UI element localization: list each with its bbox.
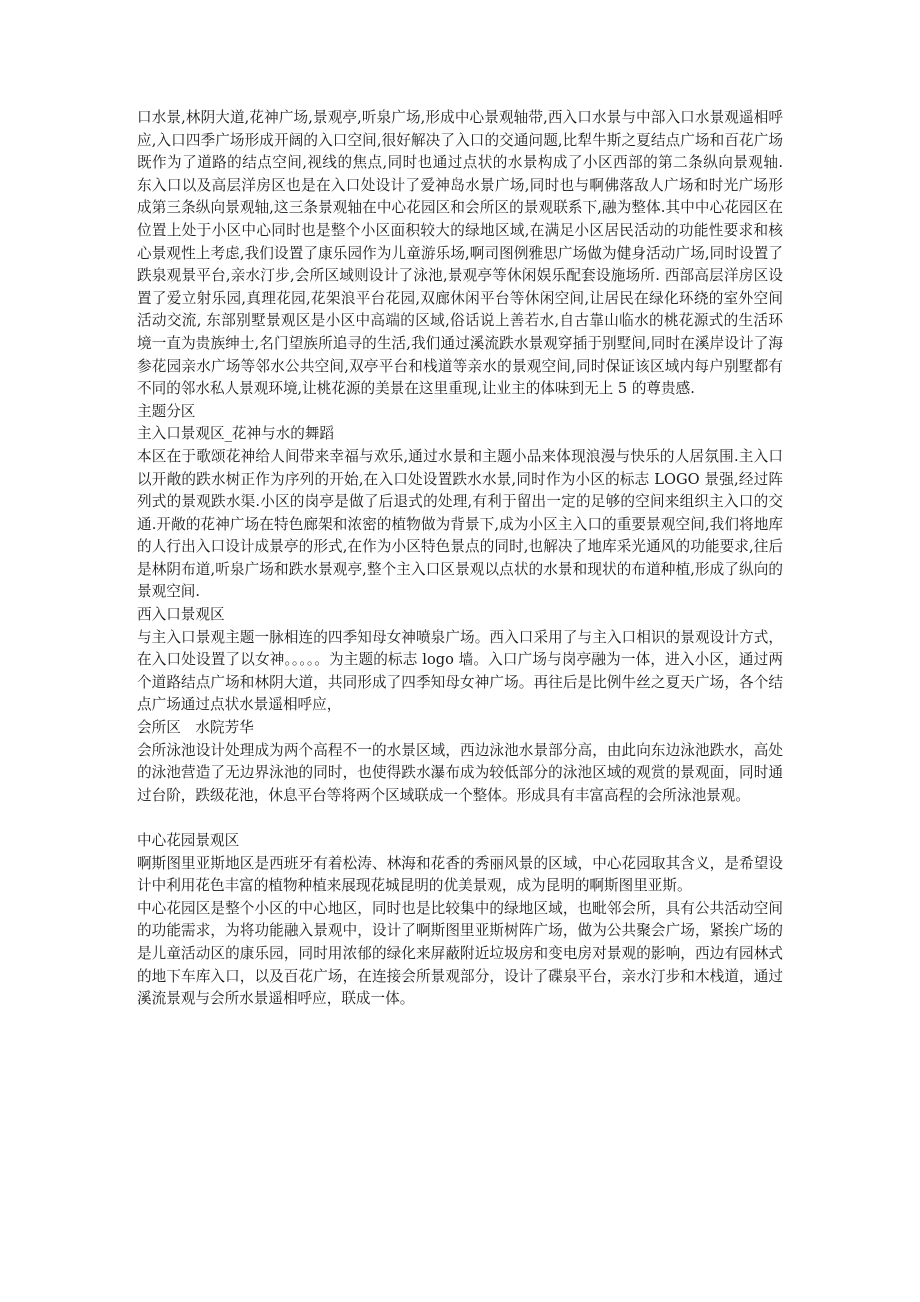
heading-main-entrance: 主入口景观区_花神与水的舞蹈 — [137, 425, 335, 443]
heading-theme-zones: 主题分区 — [137, 402, 196, 420]
paragraph-intro: 口水景,林阴大道,花神广场,景观亭,听泉广场,形成中心景观轴带,西入口水景与中部入口水景观遥相呼应,入口四季广场形成开阔的入口空间,很好解决了入口的交通问题,比犁牛斯之夏结点广场和百花广场既作为了道路的结点空间,视线的焦点,同时也通过点状的水景构成了小区西部的第二条纵向景观轴. 东入口以及高层洋房区也是在入口处设计了爱神岛水景广场,同时也与啊佛落敌人广场和时光广场形成第三条纵向景观轴,这三条景观轴在中心花园区和会所区的景观联系下,融为整体.其中中心花园区在位置上处于小区中心同时也是整个小区面积较大的绿地区域,在满足小区居民活动的功能性要求和核心景观性上考虑,我们设置了康乐园作为儿童游乐场,啊司图例雅思广场做为健身活动广场,同时设置了跌泉观景平台,亲水汀步,会所区域则设计了泳池,景观亭等休闲娱乐配套设施场所. 西部高层洋房区设置了爱立射乐园,真理花园,花架浪平台花园,双廊休闲平台等休闲空间,让居民在绿化环绕的室外空间活动交流, 东部别墅景观区是小区中高端的区域,俗话说上善若水,自古靠山临水的桃花源式的生活环境一直为贵族绅士,名门望族所追寻的生活,我们通过溪流跌水景观穿插于别墅间,同时在溪岸设计了海参花园亲水广场等邻水公共空间,双亭平台和栈道等亲水的景观空间,同时保证该区域内每户别墅都有不同的邻水私人景观环境,让桃花源的美景在这里重现,让业主的体味到无上 5 的尊贵感. — [137, 109, 783, 398]
paragraph-clubhouse: 会所泳池设计处理成为两个高程不一的水景区域，西边泳池水景部分高，由此向东边泳池跌水，高处的泳池营造了无边界泳池的同时，也使得跌水瀑布成为较低部分的泳池区域的观赏的景观面，同时通过台阶，跌级花池，休息平台等将两个区域联成一个整体。形成具有丰富高程的会所泳池景观。 — [137, 741, 783, 804]
heading-central-garden: 中心花园景观区 — [137, 832, 240, 849]
paragraph-central-garden-2: 中心花园区是整个小区的中心地区，同时也是比较集中的绿地区域，也毗邻会所，具有公共活动空间的功能需求，为将功能融入景观中，设计了啊斯图里亚斯树阵广场，做为公共聚会广场，紧挨广场的是儿童活动区的康乐园，同时用浓郁的绿化来屏蔽附近垃圾房和变电房对景观的影响，西边有园林式的地下车库入口，以及百花广场，在连接会所景观部分，设计了碟泉平台，亲水汀步和木栈道，通过溪流景观与会所水景遥相呼应，联成一体。 — [137, 899, 783, 1008]
blank-line — [137, 807, 783, 830]
heading-clubhouse: 会所区 水院芳华 — [137, 719, 254, 737]
heading-west-entrance: 西入口景观区 — [137, 606, 225, 624]
paragraph-main-entrance: 本区在于歌颂花神给人间带来幸福与欢乐,通过水景和主题小品来体现浪漫与快乐的人居氛围.主入口以开敞的跌水树正作为序列的开始,在入口处设置跌水水景,同时作为小区的标志 LOGO 景强,经过阵列式的景观跌水渠.小区的岗亭是做了后退式的处理,有利于留出一定的足够的空间来组织主入口的交通.开敞的花神广场在特色廊架和浓密的植物做为背景下,成为小区主入口的重要景观空间,我们将地库的人行出入口设计成景亭的形式,在作为小区特色景点的同时,也解决了地库采光通风的功能要求,往后是林阴布道,听泉广场和跌水景观亭,整个主入口区景观以点状的水景和现状的布道种植,形成了纵向的景观空间. — [137, 447, 783, 601]
paragraph-west-entrance: 与主入口景观主题一脉相连的四季知母女神喷泉广场。西入口采用了与主入口相识的景观设计方式，在入口处设置了以女神。。。。。为主题的标志 logo 墙。入口广场与岗亭融为一体，进入小区，通过两个道路结点广场和林阴大道，共同形成了四季知母女神广场。再往后是比例牛丝之夏天广场，各个结点广场通过点状水景遥相呼应， — [137, 628, 783, 714]
paragraph-central-garden-1: 啊斯图里亚斯地区是西班牙有着松涛、林海和花香的秀丽风景的区域，中心花园取其含义，是希望设计中利用花色丰富的植物种植来展现花城昆明的优美景观，成为昆明的啊斯图里亚斯。 — [137, 854, 783, 895]
document-body — [137, 107, 783, 1011]
